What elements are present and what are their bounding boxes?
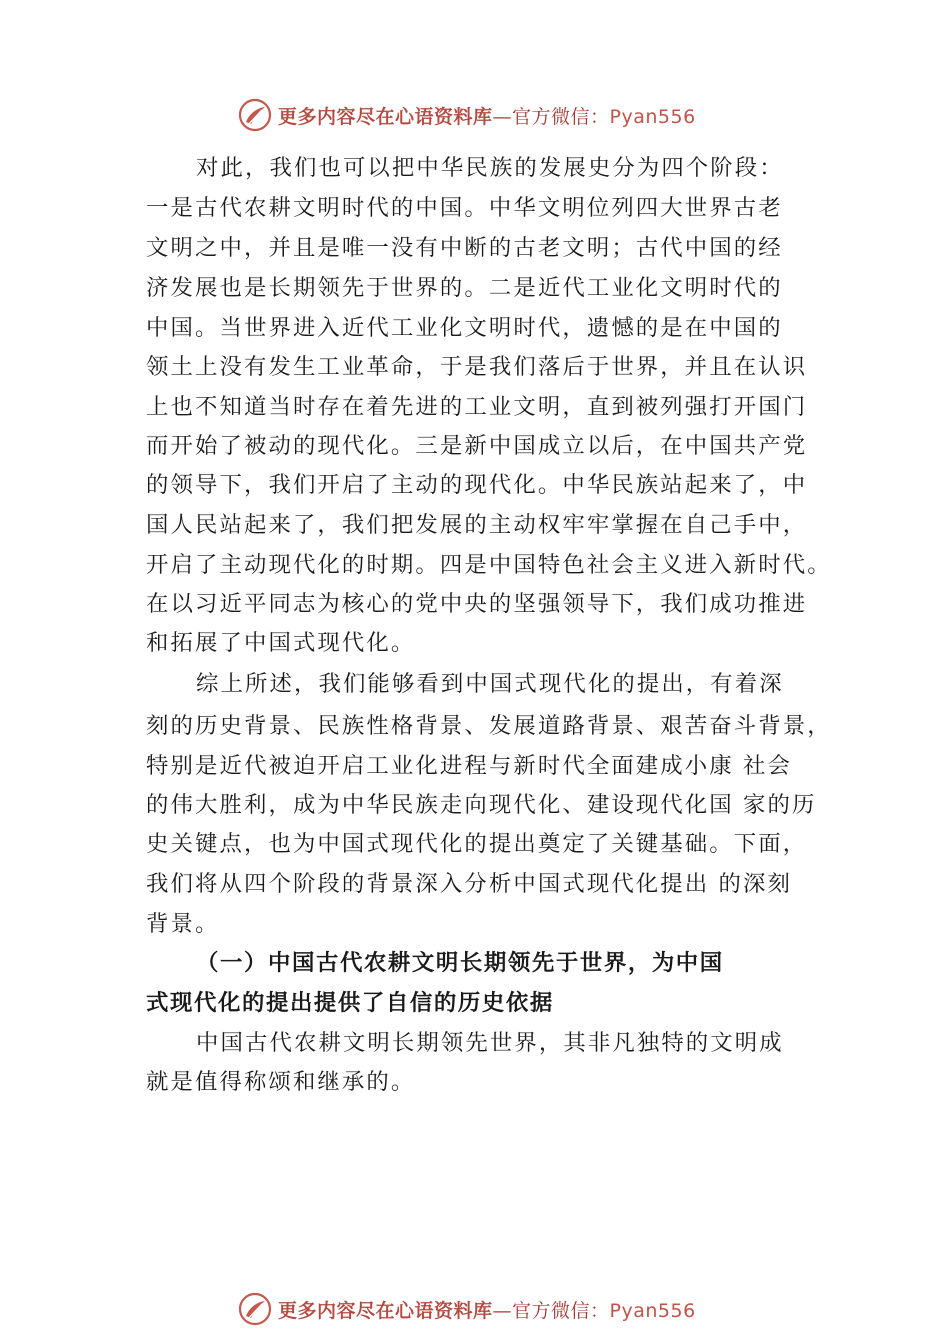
paragraph-line: 一是古代农耕文明时代的中国。中华文明位列四大世界古老 <box>146 195 783 221</box>
paragraph-line: 刻的历史背景、民族性格背景、发展道路背景、艰苦奋斗背景， <box>146 713 832 739</box>
paragraph-line: 文明之中，并且是唯一没有中断的古老文明；古代中国的经 <box>146 235 783 261</box>
section-heading-line: 式现代化的提出提供了自信的历史依据 <box>146 990 554 1016</box>
paragraph-line: 的伟大胜利，成为中华民族走向现代化、建设现代化国 家的历 <box>146 792 817 818</box>
paragraph-line: 和拓展了中国式现代化。 <box>146 630 416 656</box>
watermark-text-main: 更多内容尽在心语资料库 <box>278 1299 493 1322</box>
paragraph-line: 济发展也是长期领先于世界的。二是近代工业化文明时代的 <box>146 275 783 301</box>
watermark-text-id: Pyan556 <box>609 1299 696 1322</box>
paragraph-line: 中国。当世界进入近代工业化文明时代，遗憾的是在中国的 <box>146 315 783 341</box>
watermark-logo-icon <box>238 98 272 132</box>
paragraph-line: 特别是近代被迫开启工业化进程与新时代全面建成小康 社会 <box>146 753 792 779</box>
watermark-text-sep: —官方微信： <box>492 1299 610 1322</box>
watermark-footer <box>238 1291 696 1327</box>
paragraph-line: 的领导下，我们开启了主动的现代化。中华民族站起来了，中 <box>146 472 808 498</box>
paragraph-line: 上也不知道当时存在着先进的工业文明，直到被列强打开国门 <box>146 394 808 420</box>
paragraph-line: 国人民站起来了，我们把发展的主动权牢牢掌握在自己手中， <box>146 512 808 538</box>
paragraph-line: 在以习近平同志为核心的党中央的坚强领导下，我们成功推进 <box>146 591 808 617</box>
paragraph-line: 综上所述，我们能够看到中国式现代化的提出，有着深 <box>196 671 784 697</box>
paragraph-line: 我们将从四个阶段的背景深入分析中国式现代化提出 的深刻 <box>146 871 792 897</box>
paragraph-line: 史关键点，也为中国式现代化的提出奠定了关键基础。下面， <box>146 831 808 857</box>
watermark-text-id: Pyan556 <box>609 105 696 128</box>
paragraph-line: 而开始了被动的现代化。三是新中国成立以后，在中国共产党 <box>146 433 808 459</box>
watermark-text-main: 更多内容尽在心语资料库 <box>278 105 493 128</box>
watermark-header <box>238 97 696 133</box>
paragraph-line: 领土上没有发生工业革命，于是我们落后于世界，并且在认识 <box>146 354 808 380</box>
paragraph-line: 就是值得称颂和继承的。 <box>146 1069 416 1095</box>
watermark-text-sep: —官方微信： <box>492 105 610 128</box>
watermark-logo-icon <box>238 1292 272 1326</box>
section-heading-line: （一）中国古代农耕文明长期领先于世界，为中国 <box>196 950 724 976</box>
paragraph-line: 开启了主动现代化的时期。四是中国特色社会主义进入新时代。 <box>146 552 832 578</box>
paragraph-line: 背景。 <box>146 911 220 937</box>
paragraph-line: 中国古代农耕文明长期领先世界，其非凡独特的文明成 <box>196 1030 784 1056</box>
paragraph-line: 对此，我们也可以把中华民族的发展史分为四个阶段： <box>196 155 784 181</box>
